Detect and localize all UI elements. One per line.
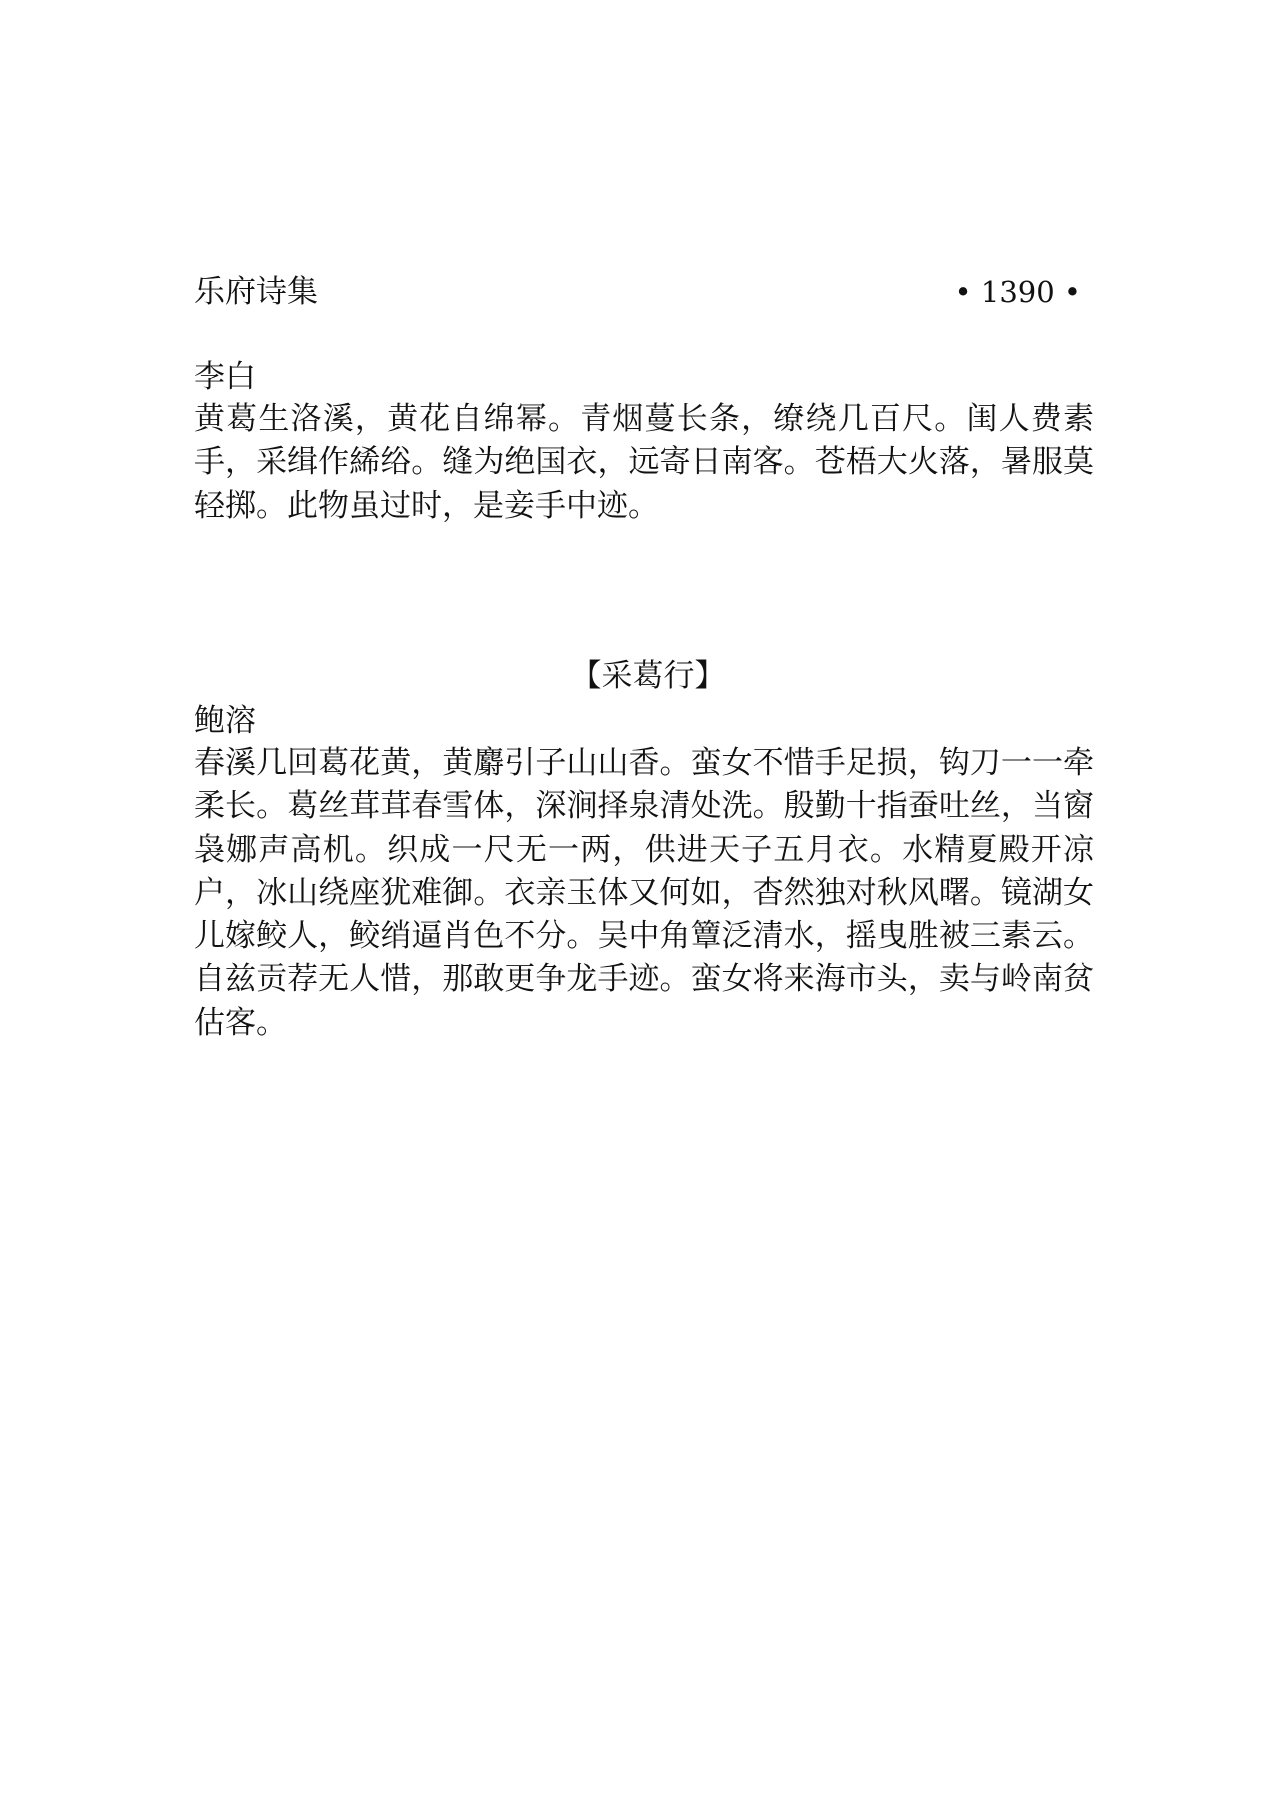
poem-section xyxy=(194,357,1094,528)
poem-title: 【采葛行】 xyxy=(570,658,726,694)
poem-text: 春溪几回葛花黄，黄麝引子山山香。蛮女不惜手足损，钩刀一一牵柔长。葛丝茸茸春雪体，深涧择泉清处洗。殷勤十指蚕吐丝，当窗袅娜声高机。织成一尺无一两，供进天子五月衣。水精夏殿开凉户，冰山绕座犹难御。衣亲玉体又何如，杳然独对秋风曙。镜湖女儿嫁鲛人，鲛绡逼肖色不分。吴中角簟泛清水，摇曳胜被三素云。自兹贡荐无人惜，那敢更争龙手迹。蛮女将来海市头，卖与岭南贫估客。 xyxy=(194,745,1094,1041)
poem-text: 黄葛生洛溪，黄花自绵幂。青烟蔓长条，缭绕几百尺。闺人费素手，采缉作絺绤。缝为绝国衣，远寄日南客。苍梧大火落，暑服莫轻掷。此物虽过时，是妾手中迹。 xyxy=(194,401,1094,524)
poem-section xyxy=(194,655,1094,1045)
poem-author: 李白 xyxy=(194,359,256,395)
page-number: • 1390 • xyxy=(954,275,1081,309)
running-header-title: 乐府诗集 xyxy=(194,274,318,310)
poem-author: 鲍溶 xyxy=(194,703,256,739)
